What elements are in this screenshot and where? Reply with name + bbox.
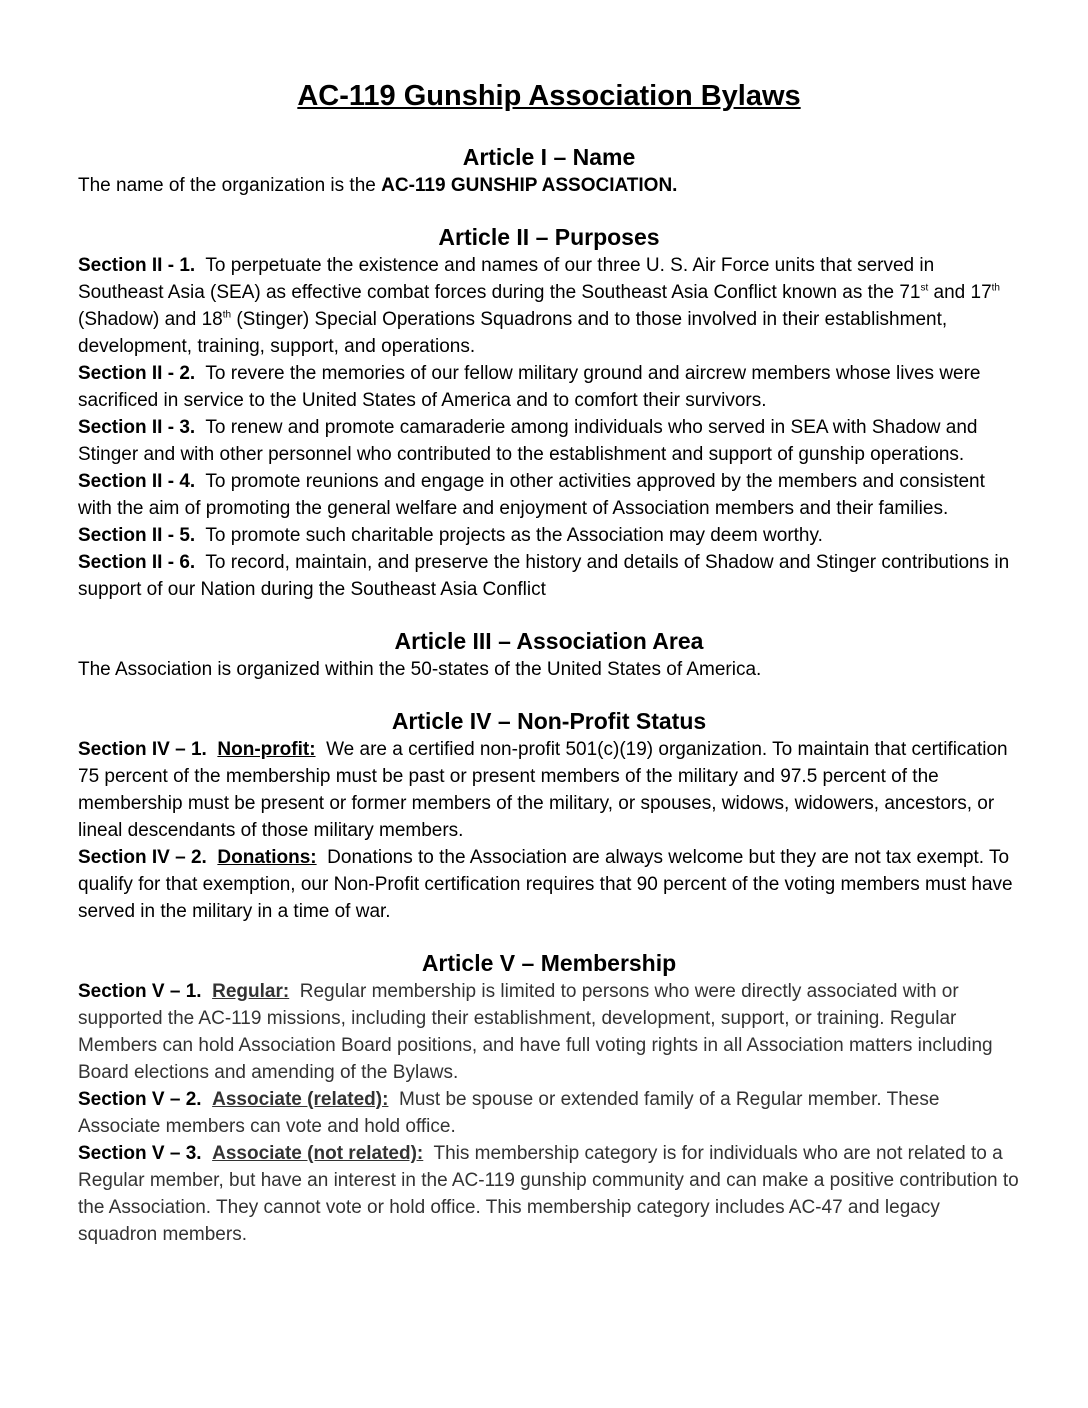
section-2-5-label: Section II - 5. — [78, 525, 196, 546]
section-2-2 — [78, 360, 1020, 414]
section-2-1 — [78, 252, 1020, 360]
section-5-2-text: Must be spouse or extended family of a Regular member. These Associate members can vote and hold office. — [78, 1089, 940, 1137]
section-2-6 — [78, 549, 1020, 603]
section-2-2-label: Section II - 2. — [78, 363, 196, 384]
section-2-3-text: To renew and promote camaraderie among individuals who served in SEA with Shadow and Stinger and with other personnel who contributed to the establishment and support of gunship operations. — [78, 417, 978, 465]
section-5-1-label: Section V – 1. — [78, 981, 202, 1002]
section-5-1 — [78, 978, 1020, 1086]
section-2-1-sup-a: st — [920, 282, 929, 294]
section-2-1-text-c: (Shadow) and 18 — [78, 309, 223, 330]
section-2-1-text-a: To perpetuate the existence and names of our three U. S. Air Force units that served in Southeast Asia (SEA) as effective combat forces during the Southeast Asia Conflict known as the 71 — [78, 255, 935, 303]
section-2-6-text: To record, maintain, and preserve the history and details of Shadow and Stinger contributions in support of our Nation during the Southeast Asia Conflict — [78, 552, 1010, 600]
section-5-3-text: This membership category is for individuals who are not related to a Regular member, but have an interest in the AC-119 gunship community and can make a positive contribution to the Association. They cannot vote or hold office. This membership category includes AC-47 and legacy squadron members. — [78, 1143, 1019, 1245]
section-2-1-text-b: and 17 — [928, 282, 992, 303]
article-3-text: The Association is organized within the 50-states of the United States of America. — [78, 659, 762, 680]
section-2-4-label: Section II - 4. — [78, 471, 196, 492]
section-5-2-keyword: Associate (related): — [212, 1089, 389, 1110]
section-2-1-label: Section II - 1. — [78, 255, 196, 276]
article-4-non-profit-status — [78, 706, 1020, 925]
section-4-2-label: Section IV – 2. — [78, 847, 207, 868]
article-3-heading: Article III – Association Area — [394, 628, 704, 654]
article-1-text-plain: The name of the organization is the — [78, 175, 382, 196]
section-2-2-text: To revere the memories of our fellow military ground and aircrew members whose lives were sacrificed in service to the United States of America and to comfort their survivors. — [78, 363, 981, 411]
section-2-4-text: To promote reunions and engage in other activities approved by the members and consistent with the aim of promoting the general welfare and enjoyment of Association members and their families. — [78, 471, 985, 519]
section-5-2 — [78, 1086, 1020, 1140]
section-2-3 — [78, 414, 1020, 468]
section-5-3 — [78, 1140, 1020, 1248]
section-4-1-text: We are a certified non-profit 501(c)(19) organization. To maintain that certification 75 percent of the membership must be past or present members of the military and 97.5 percent of the membership must be present or former members of the military, or spouses, widows, widowers, ancestors, or lineal descendants of those military members. — [78, 739, 1008, 841]
section-4-1-label: Section IV – 1. — [78, 739, 207, 760]
article-1-name — [78, 142, 1020, 199]
section-5-1-keyword: Regular: — [212, 981, 290, 1002]
section-2-6-label: Section II - 6. — [78, 552, 196, 573]
section-4-1 — [78, 736, 1020, 844]
section-2-5 — [78, 522, 1020, 549]
section-4-2-keyword: Donations: — [217, 847, 317, 868]
article-2-purposes — [78, 222, 1020, 603]
article-2-body — [78, 252, 1020, 603]
document-title: AC-119 Gunship Association Bylaws — [297, 80, 801, 112]
section-2-4 — [78, 468, 1020, 522]
section-2-1-text-d: (Stinger) Special Operations Squadrons and to those involved in their establishment, development, training, support, and operations. — [78, 309, 948, 357]
section-4-1-keyword: Non-profit: — [217, 739, 316, 760]
article-5-membership — [78, 948, 1020, 1248]
section-2-1-sup-c: th — [222, 309, 232, 321]
section-5-2-label: Section V – 2. — [78, 1089, 202, 1110]
article-2-heading: Article II – Purposes — [438, 224, 660, 250]
organization-name: AC-119 GUNSHIP ASSOCIATION. — [381, 175, 678, 196]
article-4-heading: Article IV – Non-Profit Status — [391, 708, 707, 734]
section-4-2-text: Donations to the Association are always welcome but they are not tax exempt. To qualify for that exemption, our Non-Profit certification requires that 90 percent of the voting members must have served in the military in a time of war. — [78, 847, 1013, 922]
section-5-3-keyword: Associate (not related): — [212, 1143, 424, 1164]
article-1-heading: Article I – Name — [462, 144, 636, 170]
article-1-text — [78, 172, 1020, 199]
section-2-3-label: Section II - 3. — [78, 417, 196, 438]
article-5-body — [78, 978, 1020, 1248]
section-2-5-text: To promote such charitable projects as the Association may deem worthy. — [205, 525, 823, 546]
section-2-1-sup-b: th — [991, 282, 1000, 294]
section-4-2 — [78, 844, 1020, 925]
article-4-body — [78, 736, 1020, 925]
section-5-1-text: Regular membership is limited to persons who were directly associated with or supported the AC-119 missions, including their establishment, development, support, or training. Regular Members can hold Association Board positions, and have full voting rights in all Association matters including Board elections and amending of the Bylaws. — [78, 981, 993, 1083]
section-5-3-label: Section V – 3. — [78, 1143, 202, 1164]
article-3-association-area — [78, 626, 1020, 683]
article-5-heading: Article V – Membership — [421, 950, 677, 976]
